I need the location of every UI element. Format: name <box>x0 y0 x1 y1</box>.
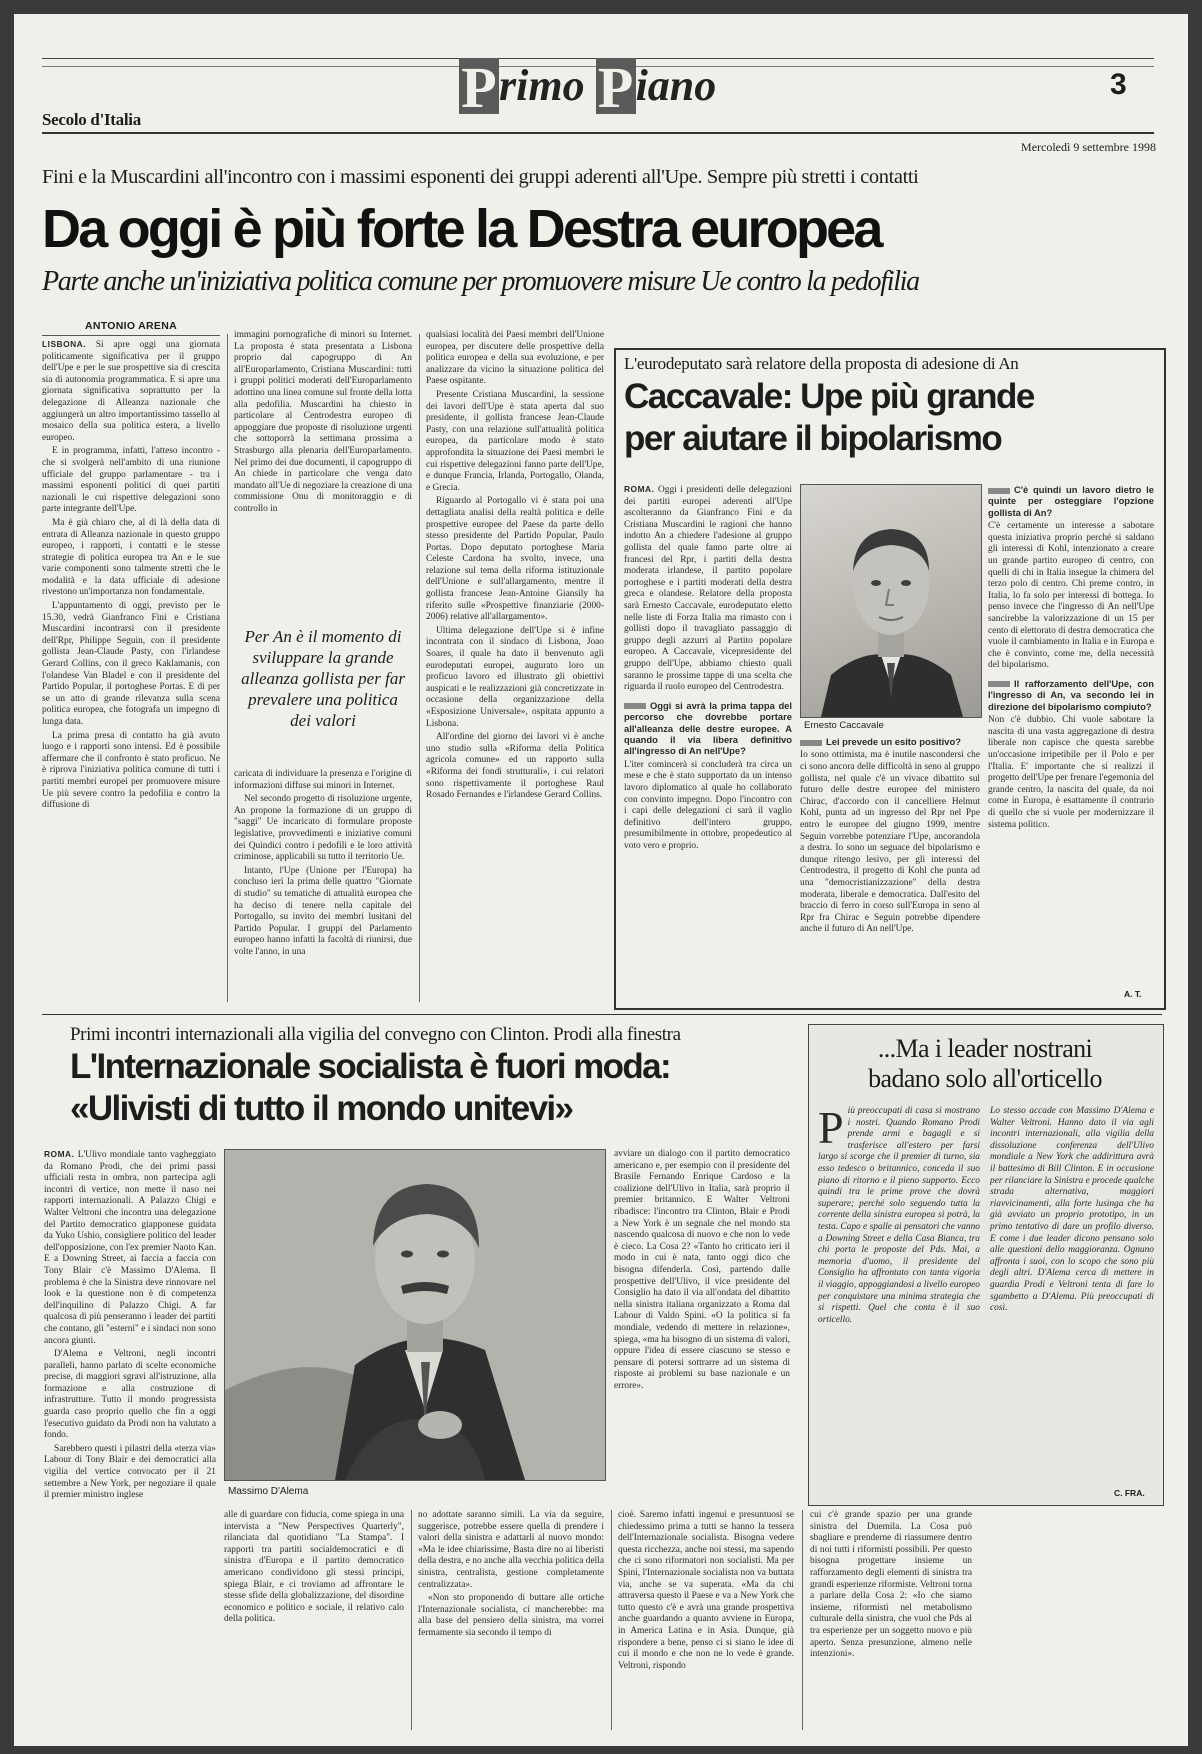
interview-question: Il rafforzamento dell'Upe, con l'ingresso di An, va secondo lei in direzione del bipolarismo compiuto? <box>988 677 1154 712</box>
col-divider <box>802 1510 803 1730</box>
top-story-column-2b: caricata di individuare la presenza e l'origine di informazioni diffuse sui minori in Internet. Nel secondo progetto di risoluzione urgente, An propone la formazione di un gruppo di "saggi" Ue incaricato di formulare proposte legislative, provvedimenti e iniziative comuni dei Quindici contro i pedofili e le loro attività criminose, applicabili su tutto il territorio Ue. Intanto, l'Upe (Unione per l'Europa) ha concluso ieri la prima delle quattro "Giornate di studio" su tematiche di attualità europea che ha deciso di tenere nella capitale del Portogallo, su invito dei membri lusitani del Partido Popular. I gruppi del Parlamento europeo hanno infatti la facoltà di riunirsi, due volte l'anno, in una <box>234 769 412 957</box>
commentary-column-2: Lo stesso accade con Massimo D'Alema e Walter Veltroni. Hanno dato il via agli incontri internazionali, alla vigilia della dissoluzione conferenza dell'Ulivo mondiale a New York che addirittura avrà il battesimo di Bill Clinton. E in occasione per rilanciare la Sinistra e procede qualche strada alternativa, maggiori riavvicinamenti, alla forte lusinga che ha già avviato un proprio prototipo, in un primo tentativo di dare un profilo diverso. E come i due leader dicono pensano solo alle questioni dello maggioranza. Ognuno affronta i suoi, con lo scopo che sono più degli altri. D'Alema cerca di mettere in guardia Prodi e Veltroni tenta di fare lo sgambetto a D'Alema. Più preoccupati di così. <box>990 1106 1154 1314</box>
interview-kicker: L'eurodeputato sarà relatore della proposta di adesione di An <box>624 354 1019 373</box>
masthead-main-rule <box>42 132 1154 134</box>
dalema-image <box>225 1150 605 1480</box>
section-separator <box>42 1014 1162 1015</box>
interview-column-1: ROMA. Oggi i presidenti delle delegazioni dei partiti europei aderenti all'Upe ascolteranno da Gianfranco Fini e da Cristiana Muscardini le ragioni che hanno indotto An a chiedere l'adesione al gruppo gollista del quale fanno parte oltre ai francesi del Rpr, i partiti della destra moderata irlandese, il partito popolare portoghese e i partiti moderati della destra greca e olandese. Relatore della proposta sarà Ernesto Caccavale, eurodeputato eletto nelle liste di Forza Italia ma rimasto con i gollisti dopo il travagliato passaggio di gruppo degli azzurri al Partito popolare europeo. A Caccavale, vicepresidente del gruppo dell'Upe, abbiamo chiesto quali saranno le prossime tappe di una scelta che riguarda il ruolo europeo del Centrodestra. Oggi si avrà la prima tappa del percorso che dovrebbe portare all'alleanza delle destre europee. A quando il via libera definitivo all'ingresso di An nell'Upe? L'iter comincerà si concluderà tra circa un mese e che è stato supportato da un intenso lavoro diplomatico al quale ho collaborato con convinto impegno. Dopo l'incontro con i capi delle delegazioni ci sarà il vaglio definitivo dell'intero gruppo, presumibilmente in ottobre, propedeutico al voto vero e proprio. <box>624 484 792 851</box>
interview-question: C'è quindi un lavoro dietro le quinte per osteggiare l'opzione gollista di An? <box>988 484 1154 518</box>
paper-name: Secolo d'Italia <box>42 110 141 129</box>
interview-question: Oggi si avrà la prima tappa del percorso che dovrebbe portare all'alleanza delle destre europee. A quando il via libera definitivo all'ingresso di An nell'Upe? <box>624 699 792 757</box>
section-title: Primo Piano <box>459 58 716 128</box>
bottom-story-column-1: ROMA. L'Ulivo mondiale tanto vagheggiato da Romano Prodi, che dei primi passi ufficiali resta in ombra, non partecipa agli incontri di vertice, non mette il naso nei rapporti internazionali. A Palazzo Chigi e Walter Veltroni che incontra una delegazione del Partito democratico giapponese guidata da Yuko Ushio, consigliere politico del leader dell'opposizione, con l'ex premier Naoto Kan. E a Downing Street, ai faccia a faccia con Tony Blair c'è Massimo D'Alema. Il problema è che la Sinistra deve rinnovare nel look e la questione non è di competenza dell'inquilino di Palazzo Chigi. A far qualcosa di più penseranno i leader dei partiti che contano, gli "esterni" e i sindaci non sono ancora giunti. D'Alema e Veltroni, negli incontri paralleli, hanno parlato di scelte economiche precise, di maggiori sgravi all'istruzione, alla formazione e alla costruzione di infrastrutture. Tutto il mondo progressista guarda caso proprio quello che fin a oggi l'esecutivo guidato da Prodi non ha valutato a fondo. Sarebbero questi i pilastri della «terza via» Labour di Tony Blair e dei democratici alla vigilia del vertice convocato per il 21 settembre a New York, per negoziare il quale il premier ministro inglese <box>44 1149 216 1501</box>
caccavale-caption: Ernesto Caccavale <box>804 720 884 731</box>
page-number: 3 <box>1110 68 1127 101</box>
col-divider <box>227 334 228 1002</box>
bottom-headline-2: «Ulivisti di tutto il mondo unitevi» <box>70 1089 573 1128</box>
bottom-story-column-5: cioè. Saremo infatti ingenui e presuntuosi se chiedessimo prima a tutti se hanno la tessera dell'Internazionale socialista. Bisogna vedere questa ricchezza, anche noi stessi, ma sapendo che ci sono riformatori non socialisti. Ma per Spini, l'Internazionale socialista non va buttata via, anche se va superata. «Ma da chi attraversa questo il Paese e va a New York che tutto questo c'è e avrà una grande prospettiva anche guardando a quanto avviene in Europa, in America Latina e in Asia. Dunque, già rispondere a bene, penso ci si siano le idee di cui il mondo e che non ne lo vede è grande. Veltroni, rispondo <box>618 1510 794 1671</box>
interview-column-2: Lei prevede un esito positivo? Io sono ottimista, ma è inutile nascondersi che ci sono ancora delle difficoltà in seno al gruppo gollista, nel quale c'è un vivace dibattito sul futuro delle destre europee del ministero Chirac, d'accordo con il cancelliere Helmut Kohl, punta ad un ingresso del Rpr nel Ppe entro le europee del giugno 1999, mentre Seguin vorrebbe potenziare l'Upe, ancorandola a destra. Io sono un seguace del bipolarismo e dunque ritengo lesivo, per gli interessi del Centrodestra, il progetto di Kohl che punta ad una "democristianizzazione" della destra moderata, liberale e democratica. Dall'esito del braccio di ferro in corso sull'Europa in seno al Rpr fra Chirac e Seguin potrebbe dipendere anche il futuro di An nell'Upe. <box>800 736 980 935</box>
col-divider <box>611 1510 612 1730</box>
bottom-story-column-3: alle di guardare con fiducia, come spiega in una intervista a "New Perspectives Quarterly", rilanciata dal quotidiano "La Stampa". I rapporti tra partiti socialdemocratici e di sinistra d'Europa e il partito democratico americano condividono gli stessi principi, spiega Blair, e ci troviamo ad affrontare le stesse sfide della globalizzazione, del disordine economico e politico e sociale, il relativo calo della politica. <box>224 1510 404 1625</box>
top-story-column-3: qualsiasi località dei Paesi membri dell'Unione europea, per discutere delle prospettive della politica europea e della sua evoluzione, e per analizzare da vicino la situazione politica del Paese ospitante. Presente Cristiana Muscardini, la sessione dei lavori dell'Upe è stata aperta dal suo presidente, il gollista francese Jean-Claude Pasty, con una relazione sull'attualità politica europea, da particolare modo è stato approfondita la situazione dei Paesi membri le cui rispettive delegazioni fanno parte dell'Upe, e dunque Francia, Irlanda, Portogallo, Olanda, e Grecia. Riguardo al Portogallo vi è stata poi una dettagliata analisi della realtà politica e delle prospettive europee del Paese da parte dello stesso presidente del Partido Popular, Paulo Portas. Dopo deputato portoghese Maria Celeste Cardona ha svolto, invece, una relazione sul tema della riforma istituzionale dell'Unione e sull'allargamento, mentre il gollista francese Jean-Antoine Giansily ha riferito sulle «Prospettive finanziarie (2000-2006) relative all'allargamento». Ultima delegazione dell'Upe si è infine incontrata con il sindaco di Lisbona, Joao Soares, il quale ha dato il benvenuto agli eurodeputati europei, augurato loro un proficuo lavoro ed illustrato gli obiettivi auspicati e le realizzazioni già concretizzate in occasione della organizzazione della «Esposizione Universale», ospitata appunto a Lisbona. All'ordine del giorno dei lavori vi è anche uno studio sulla «Riforma della Politica agricola comune» ed un rapporto sulla «Riforma dei fondi strutturali», i cui relatori sono rispettivamente il portoghese Raul Rosado Fernandes e l'irlandese Gerard Collins. <box>426 330 604 801</box>
commentary-headline-2: badano solo all'orticello <box>868 1064 1102 1093</box>
newspaper-page <box>14 14 1188 1746</box>
commentary-column-1: Più preoccupati di casa si mostrano i nostri. Quando Romano Prodi prende armi e bagagli e si trasferisce all'estero per farsi largo si scorge che il premier di turno, sia esso tedesco o britannico, conceda il suo piano di ritorno e il pieno supporto. Ecco quindi tra le prime prove che dovrà superare; perché solo seguendo tutta la corrente della sinistra europea si potrà, la testa. Capo e spalle ai pensatori che vanno a Downing Street e della Casa Bianca, tra chi porta le proposte del Pds. Mai, a memoria d'uomo, il presidente del Consiglio ha affrontato con tanta vigoria il viaggio, appoggiandosi a livello europeo per conquistare una minima strategia che si rispetti. Quel che conta è il suo orticello. <box>818 1106 980 1325</box>
byline-rule <box>42 335 220 336</box>
bottom-story-column-2: avviare un dialogo con il partito democratico americano e, per esempio con il presidente del Brasile Fernando Enrique Cardoso e la coalizione dell'Ulivo in Italia, sarà proprio il premier britannico. E Walter Veltroni ribadisce: l'incontro tra Clinton, Blair e Prodi a New York è un segnale che nel mondo sta nascendo qualcosa di nuovo e che non lo vede è cieco. La Cosa 2? «Tanto ho criticato ieri il modo in cui è nata, tanto oggi dico che bisogna difenderla. Così, partendo dalle prospettive dell'Ulivo, il vice presidente del Consiglio ha dato il via all'ondata del dibattito nella sinistra italiana organizzato a Roma dal Labour di Valdo Spini. «O la politica si fa mondiale, vedendo di mettere in relazione», spiega, «ma ha bisogno di un sistema di valori, oppure l'idea di essere ciascuno se stesso e pensare di potersi sottrarre ad un sistema di risposte ai problemi su base nazionale e un errore». <box>614 1149 790 1391</box>
interview-headline-1: Caccavale: Upe più grande <box>624 377 1034 416</box>
pull-quote: Per An è il momento di sviluppare la grande alleanza gollista per far prevalere una politica dei valori <box>241 627 405 730</box>
top-headline: Da oggi è più forte la Destra europea <box>42 199 881 259</box>
top-byline: ANTONIO ARENA <box>85 320 177 332</box>
col-divider <box>411 1510 412 1730</box>
interview-question: Lei prevede un esito positivo? <box>800 736 980 747</box>
top-kicker: Fini e la Muscardini all'incontro con i massimi esponenti dei gruppi aderenti all'Upe. Sempre più stretti i contatti <box>42 166 919 188</box>
interview-signature: A. T. <box>1124 989 1142 999</box>
top-subhead: Parte anche un'iniziativa politica comune per promuovere misure Ue contro la pedofilia <box>42 266 919 297</box>
interview-column-3: C'è quindi un lavoro dietro le quinte per osteggiare l'opzione gollista di An? C'è certamente un interesse a sabotare questa iniziativa proprio perché si saldano gli interessi di Kohl, intenzionato a creare un grande partito europeo di centro, con quelli di chi in Italia insegue la chimera del terzo polo di centro. Chi preme contro, in Italia, lo fa solo per interessi di bottega. Io penso invece che l'ingresso di An nell'Upe sancirebbe la valorizzazione di un 15 per cento di elettorato di destra democratica che vuole il cambiamento in Italia e in Europa e che è convinto, come me, della necessità del bipolarismo. Il rafforzamento dell'Upe, con l'ingresso di An, va secondo lei in direzione del bipolarismo compiuto? Non c'è dubbio. Chi vuole sabotare la nascita di una vasta aggregazione di destra liberale non capisce che questa sarebbe un'occasione irripetibile per il Polo e per l'Italia. E' importante che si realizzi il progetto dell'Upe per frenare l'egemonia del grande centro, la nascita del quale, da noi come in Europa, è esattamente il contrario di quello che si vuole per modernizzare il sistema politico. <box>988 484 1154 830</box>
bottom-story-column-6: cui c'è grande spazio per una grande sinistra del Duemila. La Cosa può sbagliare e prenderne di riassumere dentro di noi tutti i riformisti possibili. Per questo bisogna progettare insieme un rafforzamento degli elementi di sinistra tra grandi esperienze riformiste. Veltroni torna a parlare della Cosa 2: «Io che siamo insieme, riformisti nel metabolismo culturale della sinistra, che vuol che Pds al tra esperienze per un soggetto nuovo e più aperto. Senza presunzione, almeno nelle intenzioni». <box>810 1510 972 1660</box>
commentary-headline-1: ...Ma i leader nostrani <box>877 1034 1093 1063</box>
bottom-story-column-4: no adottate saranno simili. La via da seguire, suggerisce, potrebbe essere quella di prendere i valori della sinistra e adattarli al nuovo mondo: «Ma le idee chiarissime, Basta dire no ai liberisti della destra, e no anche alla vecchia politica della sinistra, centralista, gestione completamente centralizzata». «Non sto proponendo di buttare alle ortiche l'Internazionale socialista, ci mancherebbe: ma alla base del pensiero della sinistra, ma vorrei fermamente sia secondo il tempo di <box>418 1510 604 1638</box>
issue-date: Mercoledì 9 settembre 1998 <box>1021 140 1156 154</box>
col-divider <box>419 334 420 1002</box>
top-story-column-1: LISBONA. Si apre oggi una giornata politicamente significativa per il gruppo dell'Upe e per le sue prospettive sia di crescita sia di autonomia programmatica. E si apre una giornata significativa soprattutto per la delegazione di Alleanza nazionale che aggiungerà un altro importantissimo tassello al mosaico della sua politica estera, a livello europeo. E in programma, infatti, l'atteso incontro - che si svolgerà nell'ambito di una riunione ufficiale del gruppo parlamentare - tra i massimi esponenti politici di quei partiti nazionali le cui rispettive delegazioni sono parte integrante dell'Upe. Ma è già chiaro che, al di là della data di entrata di Alleanza nazionale in questo gruppo europeo, i rapporti, i contatti e le stesse strategie di politica europea tra An e le sue varie componenti sono talmente stretti che le modalità e la data ufficiale di adesione rivestono un'importanza non fondamentale. L'appuntamento di oggi, previsto per le 15.30, vedrà Gianfranco Fini e Cristiana Muscardini incontrarsi con il presidente dell'Rpr, Philippe Seguin, con il presidente gollista Jean-Claude Pasty, con l'irlandese Gerard Collins, con il greco Kaklamanis, con l'olandese Van Bladel e con il presidente del Partido Popular, il portoghese Portas. E di per se un atto di grande rilevanza sulla scena politica europea, che fotografa un impegno di lunga data. La prima presa di contatto ha già avuto luogo e i rapporti sono intensi. Ed è possibile affermare che il confronto è stato proficuo. Ne è riprova l'iniziativa politica comune di tutti i partiti membri europei per promuovere misure Ue più severe contro la pedofilia e contro la diffusione di <box>42 339 220 811</box>
dalema-caption: Massimo D'Alema <box>228 1486 309 1497</box>
dalema-photo <box>224 1149 606 1481</box>
commentary-dropcap: P <box>818 1106 844 1153</box>
interview-headline-2: per aiutare il bipolarismo <box>624 419 1002 458</box>
bottom-headline-1: L'Internazionale socialista è fuori moda: <box>70 1047 671 1086</box>
caccavale-photo <box>800 484 982 718</box>
top-story-column-2a: immagini pornografiche di minori su Internet. La proposta è stata presentata a Lisbona proprio dal capogruppo di An all'Europarlamento, Cristiana Muscardini: tutti i gruppi politici moderati dell'Europarlamento adottino una linea comune sul fronte della lotta alla pedofilia. Muscardini ha chiesto in particolare al Centrodestra europeo di appoggiare due proposte di risoluzione urgenti che sottoporrà la settimana prossima a Strasburgo alla plenaria dell'Europarlamento. Nel primo dei due documenti, il capogruppo di An chiede in particolare che venga dato mandato all'Ue di negoziare la creazione di una commissione Onu di monitoraggio e di controllo in <box>234 330 412 514</box>
portrait-image <box>801 485 981 717</box>
commentary-signature: C. FRA. <box>1114 1488 1145 1498</box>
bottom-kicker: Primi incontri internazionali alla vigilia del convegno con Clinton. Prodi alla finestra <box>70 1024 681 1045</box>
